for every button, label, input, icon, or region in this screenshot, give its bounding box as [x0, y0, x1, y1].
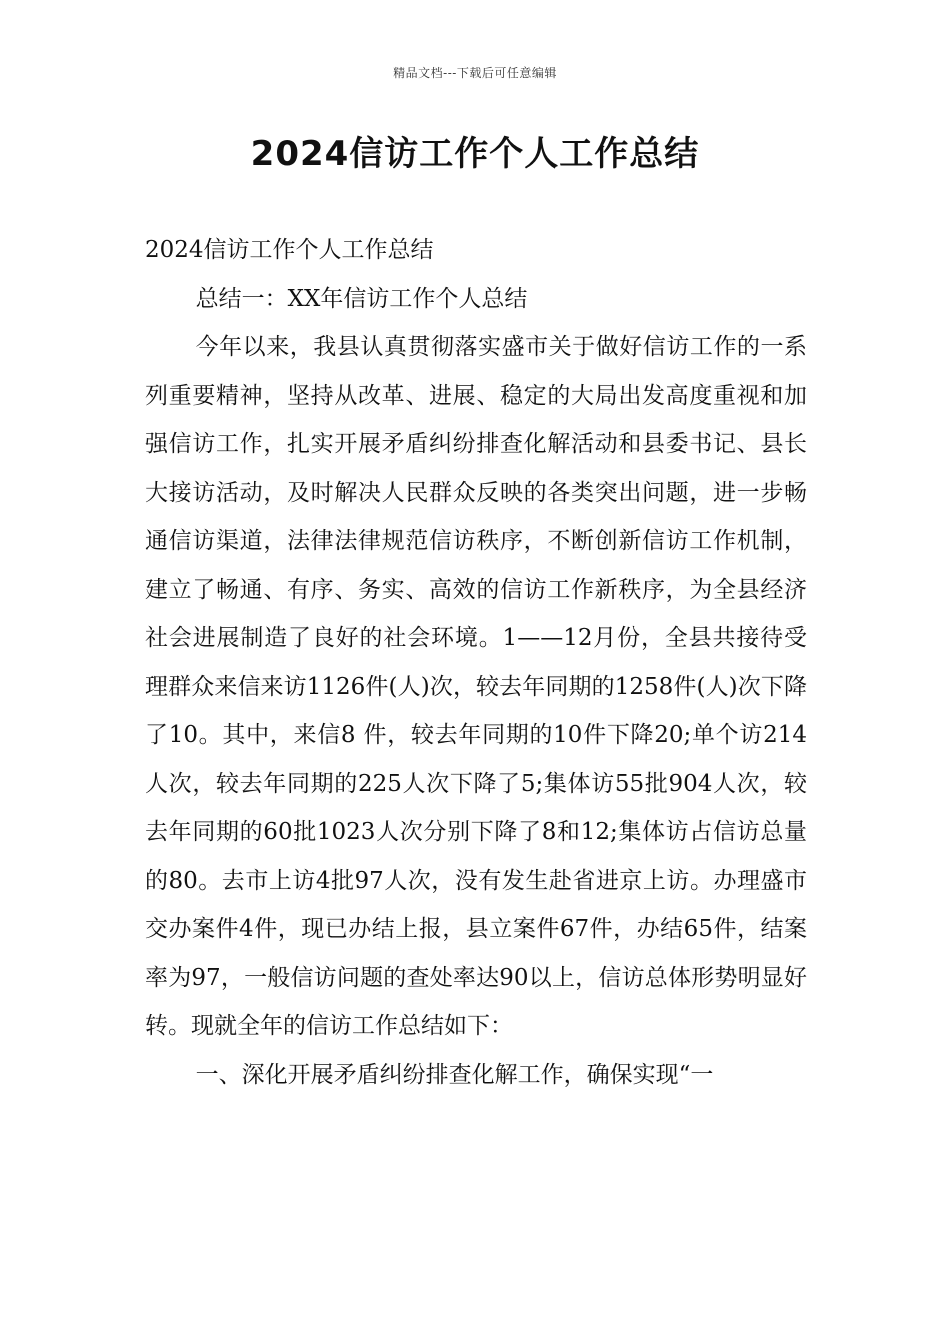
section-heading: 总结一：XX年信访工作个人总结: [195, 285, 528, 312]
document-subtitle: 2024信访工作个人工作总结: [145, 237, 434, 263]
document-body: [145, 226, 807, 1099]
header-note: 精品文档---下载后可任意编辑: [393, 66, 557, 80]
body-paragraph-1: 今年以来，我县认真贯彻落实盛市关于做好信访工作的一系列重要精神，坚持从改革、进展、稳定的大局出发高度重视和加强信访工作，扎实开展矛盾纠纷排查化解活动和县委书记、县长大接访活动，及时解决人民群众反映的各类突出问题，进一步畅通信访渠道，法律法律规范信访秩序，不断创新信访工作机制，建立了畅通、有序、务实、高效的信访工作新秩序，为全县经济社会进展制造了良好的社会环境。1——12月份，全县共接待受理群众来信来访1126件(人)次，较去年同期的1258件(人)次下降了10。其中，来信8 件，较去年同期的10件下降20;单个访214人次，较去年同期的225人次下降了5;集体访55批904人次，较去年同期的60批1023人次分别下降了8和12;集体访占信访总量的80。去市上访4批97人次，没有发生赴省进京上访。办理盛市交办案件4件，现已办结上报，县立案件67件，办结65件，结案率为97，一般信访问题的查处率达90以上，信访总体形势明显好转。现就全年的信访工作总结如下：: [145, 334, 807, 1039]
document-title: 2024信访工作个人工作总结: [250, 134, 700, 174]
body-paragraph-2: 一、深化开展矛盾纠纷排查化解工作，确保实现“一: [195, 1061, 714, 1088]
